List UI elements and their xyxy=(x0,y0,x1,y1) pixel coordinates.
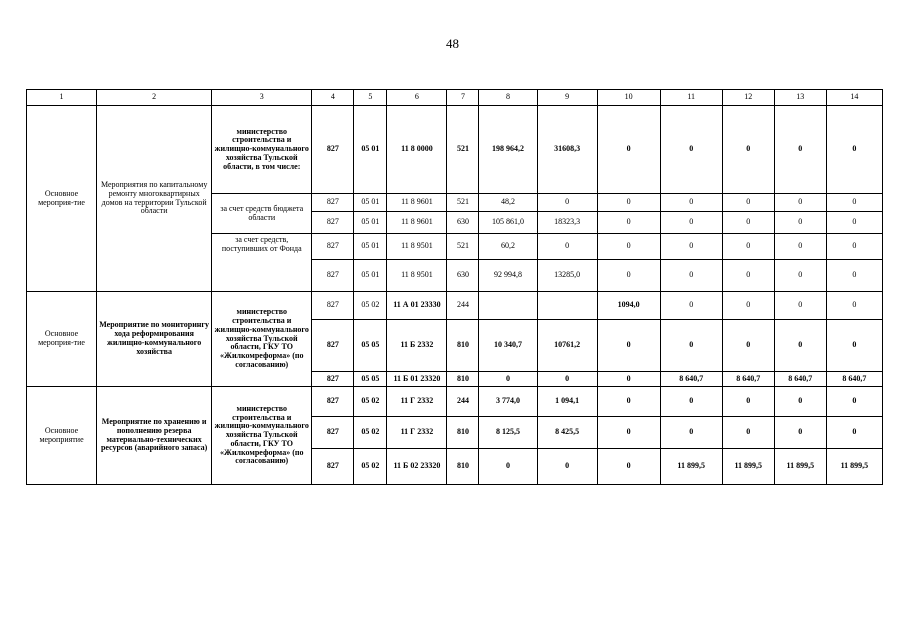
table-row xyxy=(27,106,883,194)
table-cell: 11 899,5 xyxy=(660,449,722,485)
table-cell: 0 xyxy=(774,212,826,234)
table-cell: 05 01 xyxy=(354,212,387,234)
header-cell: 5 xyxy=(354,90,387,106)
activity-type-cell: Основное мероприятие xyxy=(27,387,97,485)
header-cell: 14 xyxy=(826,90,882,106)
table-cell: 0 xyxy=(660,260,722,292)
header-cell: 8 xyxy=(479,90,537,106)
table-cell: 05 02 xyxy=(354,449,387,485)
header-cell: 13 xyxy=(774,90,826,106)
table-cell: 0 xyxy=(722,260,774,292)
header-row xyxy=(27,90,883,106)
table-cell: 0 xyxy=(722,417,774,449)
table-cell: 0 xyxy=(537,449,597,485)
table-cell: 0 xyxy=(660,417,722,449)
table-cell: 60,2 xyxy=(479,234,537,260)
header-cell: 2 xyxy=(97,90,212,106)
table-cell: 05 05 xyxy=(354,372,387,387)
activity-type-cell: Основное мероприя-тие xyxy=(27,292,97,387)
activity-name-cell: Мероприятие по хранению и пополнению резерва материально-технических ресурсов (аварийного запаса) xyxy=(97,387,212,485)
table-cell: 11 8 0000 xyxy=(387,106,447,194)
table-cell: 0 xyxy=(826,387,882,417)
table-cell: 0 xyxy=(774,292,826,320)
activity-name-cell: Мероприятие по мониторингу хода реформирования жилищно-коммунального хозяйства xyxy=(97,292,212,387)
responsible-cell: министерство строительства и жилищно-коммунального хозяйства Тульской области, ГКУ ТО «Жилкомреформа» (по согласованию) xyxy=(212,292,312,387)
table-cell: 827 xyxy=(312,417,354,449)
table-cell: 0 xyxy=(774,194,826,212)
table-cell: 0 xyxy=(826,212,882,234)
table-cell: 810 xyxy=(447,372,479,387)
table-cell: 0 xyxy=(597,194,660,212)
table-cell: 0 xyxy=(826,320,882,372)
table-cell: 48,2 xyxy=(479,194,537,212)
table-cell: 0 xyxy=(537,234,597,260)
table-cell: 827 xyxy=(312,106,354,194)
table-cell: 0 xyxy=(597,260,660,292)
table-cell: 18323,3 xyxy=(537,212,597,234)
table-cell: 05 01 xyxy=(354,194,387,212)
table-cell: 0 xyxy=(660,194,722,212)
table-cell: 827 xyxy=(312,320,354,372)
header-cell: 10 xyxy=(597,90,660,106)
table-cell: 0 xyxy=(597,449,660,485)
table-cell: 0 xyxy=(826,260,882,292)
table-cell: 0 xyxy=(722,194,774,212)
table-cell: 0 xyxy=(597,212,660,234)
table-cell: 0 xyxy=(774,234,826,260)
header-cell: 3 xyxy=(212,90,312,106)
table-cell: 0 xyxy=(660,387,722,417)
page-number: 48 xyxy=(446,36,459,51)
table-cell: 827 xyxy=(312,194,354,212)
table-cell: 630 xyxy=(447,260,479,292)
table-cell: 05 01 xyxy=(354,234,387,260)
table-cell: 827 xyxy=(312,372,354,387)
table-cell: 05 02 xyxy=(354,292,387,320)
table-cell: 244 xyxy=(447,387,479,417)
table-cell: 05 02 xyxy=(354,387,387,417)
table-row xyxy=(27,292,883,320)
table-cell: 521 xyxy=(447,234,479,260)
table-cell: 11 8 9601 xyxy=(387,212,447,234)
table-cell: 11 Г 2332 xyxy=(387,387,447,417)
header-cell: 1 xyxy=(27,90,97,106)
table-cell: 0 xyxy=(597,106,660,194)
activity-type-cell: Основное мероприя-тие xyxy=(27,106,97,292)
table-cell: 0 xyxy=(597,320,660,372)
table-cell: 11 899,5 xyxy=(722,449,774,485)
table-cell: 11 Б 01 23320 xyxy=(387,372,447,387)
table-cell: 11 Б 02 23320 xyxy=(387,449,447,485)
table-cell: 810 xyxy=(447,449,479,485)
table-cell: 0 xyxy=(722,234,774,260)
table-cell: 10 340,7 xyxy=(479,320,537,372)
budget-table xyxy=(26,89,883,485)
header-cell: 6 xyxy=(387,90,447,106)
table-cell: 0 xyxy=(774,387,826,417)
table-cell: 13285,0 xyxy=(537,260,597,292)
table-cell: 0 xyxy=(660,106,722,194)
table-cell: 0 xyxy=(722,106,774,194)
table-cell: 827 xyxy=(312,387,354,417)
table-cell: 244 xyxy=(447,292,479,320)
table-cell: 198 964,2 xyxy=(479,106,537,194)
table-cell: 0 xyxy=(826,417,882,449)
table-cell: 0 xyxy=(660,292,722,320)
responsible-cell: министерство строительства и жилищно-коммунального хозяйства Тульской области, в том числе: xyxy=(212,106,312,194)
table-cell: 11 Г 2332 xyxy=(387,417,447,449)
table-cell: 05 05 xyxy=(354,320,387,372)
table-cell: 0 xyxy=(660,320,722,372)
table-cell: 0 xyxy=(479,449,537,485)
table-cell: 11 А 01 23330 xyxy=(387,292,447,320)
activity-name-cell: Мероприятия по капитальному ремонту многоквартирных домов на территории Тульской области xyxy=(97,106,212,292)
table-cell: 8 125,5 xyxy=(479,417,537,449)
table-cell: 8 640,7 xyxy=(660,372,722,387)
table-cell: 0 xyxy=(597,372,660,387)
table-cell: 8 640,7 xyxy=(722,372,774,387)
table-cell: 827 xyxy=(312,234,354,260)
table-cell: 521 xyxy=(447,106,479,194)
table-cell: 827 xyxy=(312,449,354,485)
table-cell: 0 xyxy=(774,260,826,292)
table-cell: 810 xyxy=(447,320,479,372)
table-cell: 0 xyxy=(660,212,722,234)
table-cell: 827 xyxy=(312,260,354,292)
table-cell: 05 02 xyxy=(354,417,387,449)
table-cell: 11 8 9501 xyxy=(387,234,447,260)
header-cell: 11 xyxy=(660,90,722,106)
table-cell: 11 899,5 xyxy=(826,449,882,485)
table-cell: 0 xyxy=(722,387,774,417)
table-cell: 0 xyxy=(660,234,722,260)
table-cell: 05 01 xyxy=(354,260,387,292)
header-cell: 9 xyxy=(537,90,597,106)
table-cell xyxy=(479,292,537,320)
table-cell: 1094,0 xyxy=(597,292,660,320)
table-cell: 31608,3 xyxy=(537,106,597,194)
table-cell: 11 8 9501 xyxy=(387,260,447,292)
table-cell: 0 xyxy=(826,194,882,212)
table-cell: 0 xyxy=(774,106,826,194)
table-cell: 8 640,7 xyxy=(774,372,826,387)
table-row xyxy=(27,387,883,417)
table-cell: 11 8 9601 xyxy=(387,194,447,212)
table-cell: 0 xyxy=(597,234,660,260)
table-cell: 0 xyxy=(537,372,597,387)
header-cell: 4 xyxy=(312,90,354,106)
table-cell: 0 xyxy=(597,417,660,449)
table-cell: 827 xyxy=(312,292,354,320)
table-cell: 0 xyxy=(479,372,537,387)
table-cell: 827 xyxy=(312,212,354,234)
table-cell xyxy=(537,292,597,320)
funding-source-cell: за счет средств, поступивших от Фонда xyxy=(212,234,312,292)
table-cell: 0 xyxy=(826,292,882,320)
table-cell: 92 994,8 xyxy=(479,260,537,292)
table-cell: 10761,2 xyxy=(537,320,597,372)
table-cell: 521 xyxy=(447,194,479,212)
table-cell: 0 xyxy=(537,194,597,212)
table-cell: 1 094,1 xyxy=(537,387,597,417)
table-cell: 3 774,0 xyxy=(479,387,537,417)
responsible-cell: министерство строительства и жилищно-коммунального хозяйства Тульской области, ГКУ ТО «Жилкомреформа» (по согласованию) xyxy=(212,387,312,485)
table-cell: 0 xyxy=(826,234,882,260)
table-cell: 0 xyxy=(774,417,826,449)
table-cell: 0 xyxy=(826,106,882,194)
table-cell: 810 xyxy=(447,417,479,449)
table-cell: 0 xyxy=(774,320,826,372)
table-cell: 8 640,7 xyxy=(826,372,882,387)
table-cell: 11 899,5 xyxy=(774,449,826,485)
table-cell: 105 861,0 xyxy=(479,212,537,234)
table-cell: 11 Б 2332 xyxy=(387,320,447,372)
header-cell: 7 xyxy=(447,90,479,106)
table-cell: 630 xyxy=(447,212,479,234)
table-cell: 0 xyxy=(722,212,774,234)
table-cell: 05 01 xyxy=(354,106,387,194)
table-cell: 0 xyxy=(722,320,774,372)
table-cell: 0 xyxy=(597,387,660,417)
table-cell: 0 xyxy=(722,292,774,320)
header-cell: 12 xyxy=(722,90,774,106)
funding-source-cell: за счет средств бюджета области xyxy=(212,194,312,234)
table-cell: 8 425,5 xyxy=(537,417,597,449)
